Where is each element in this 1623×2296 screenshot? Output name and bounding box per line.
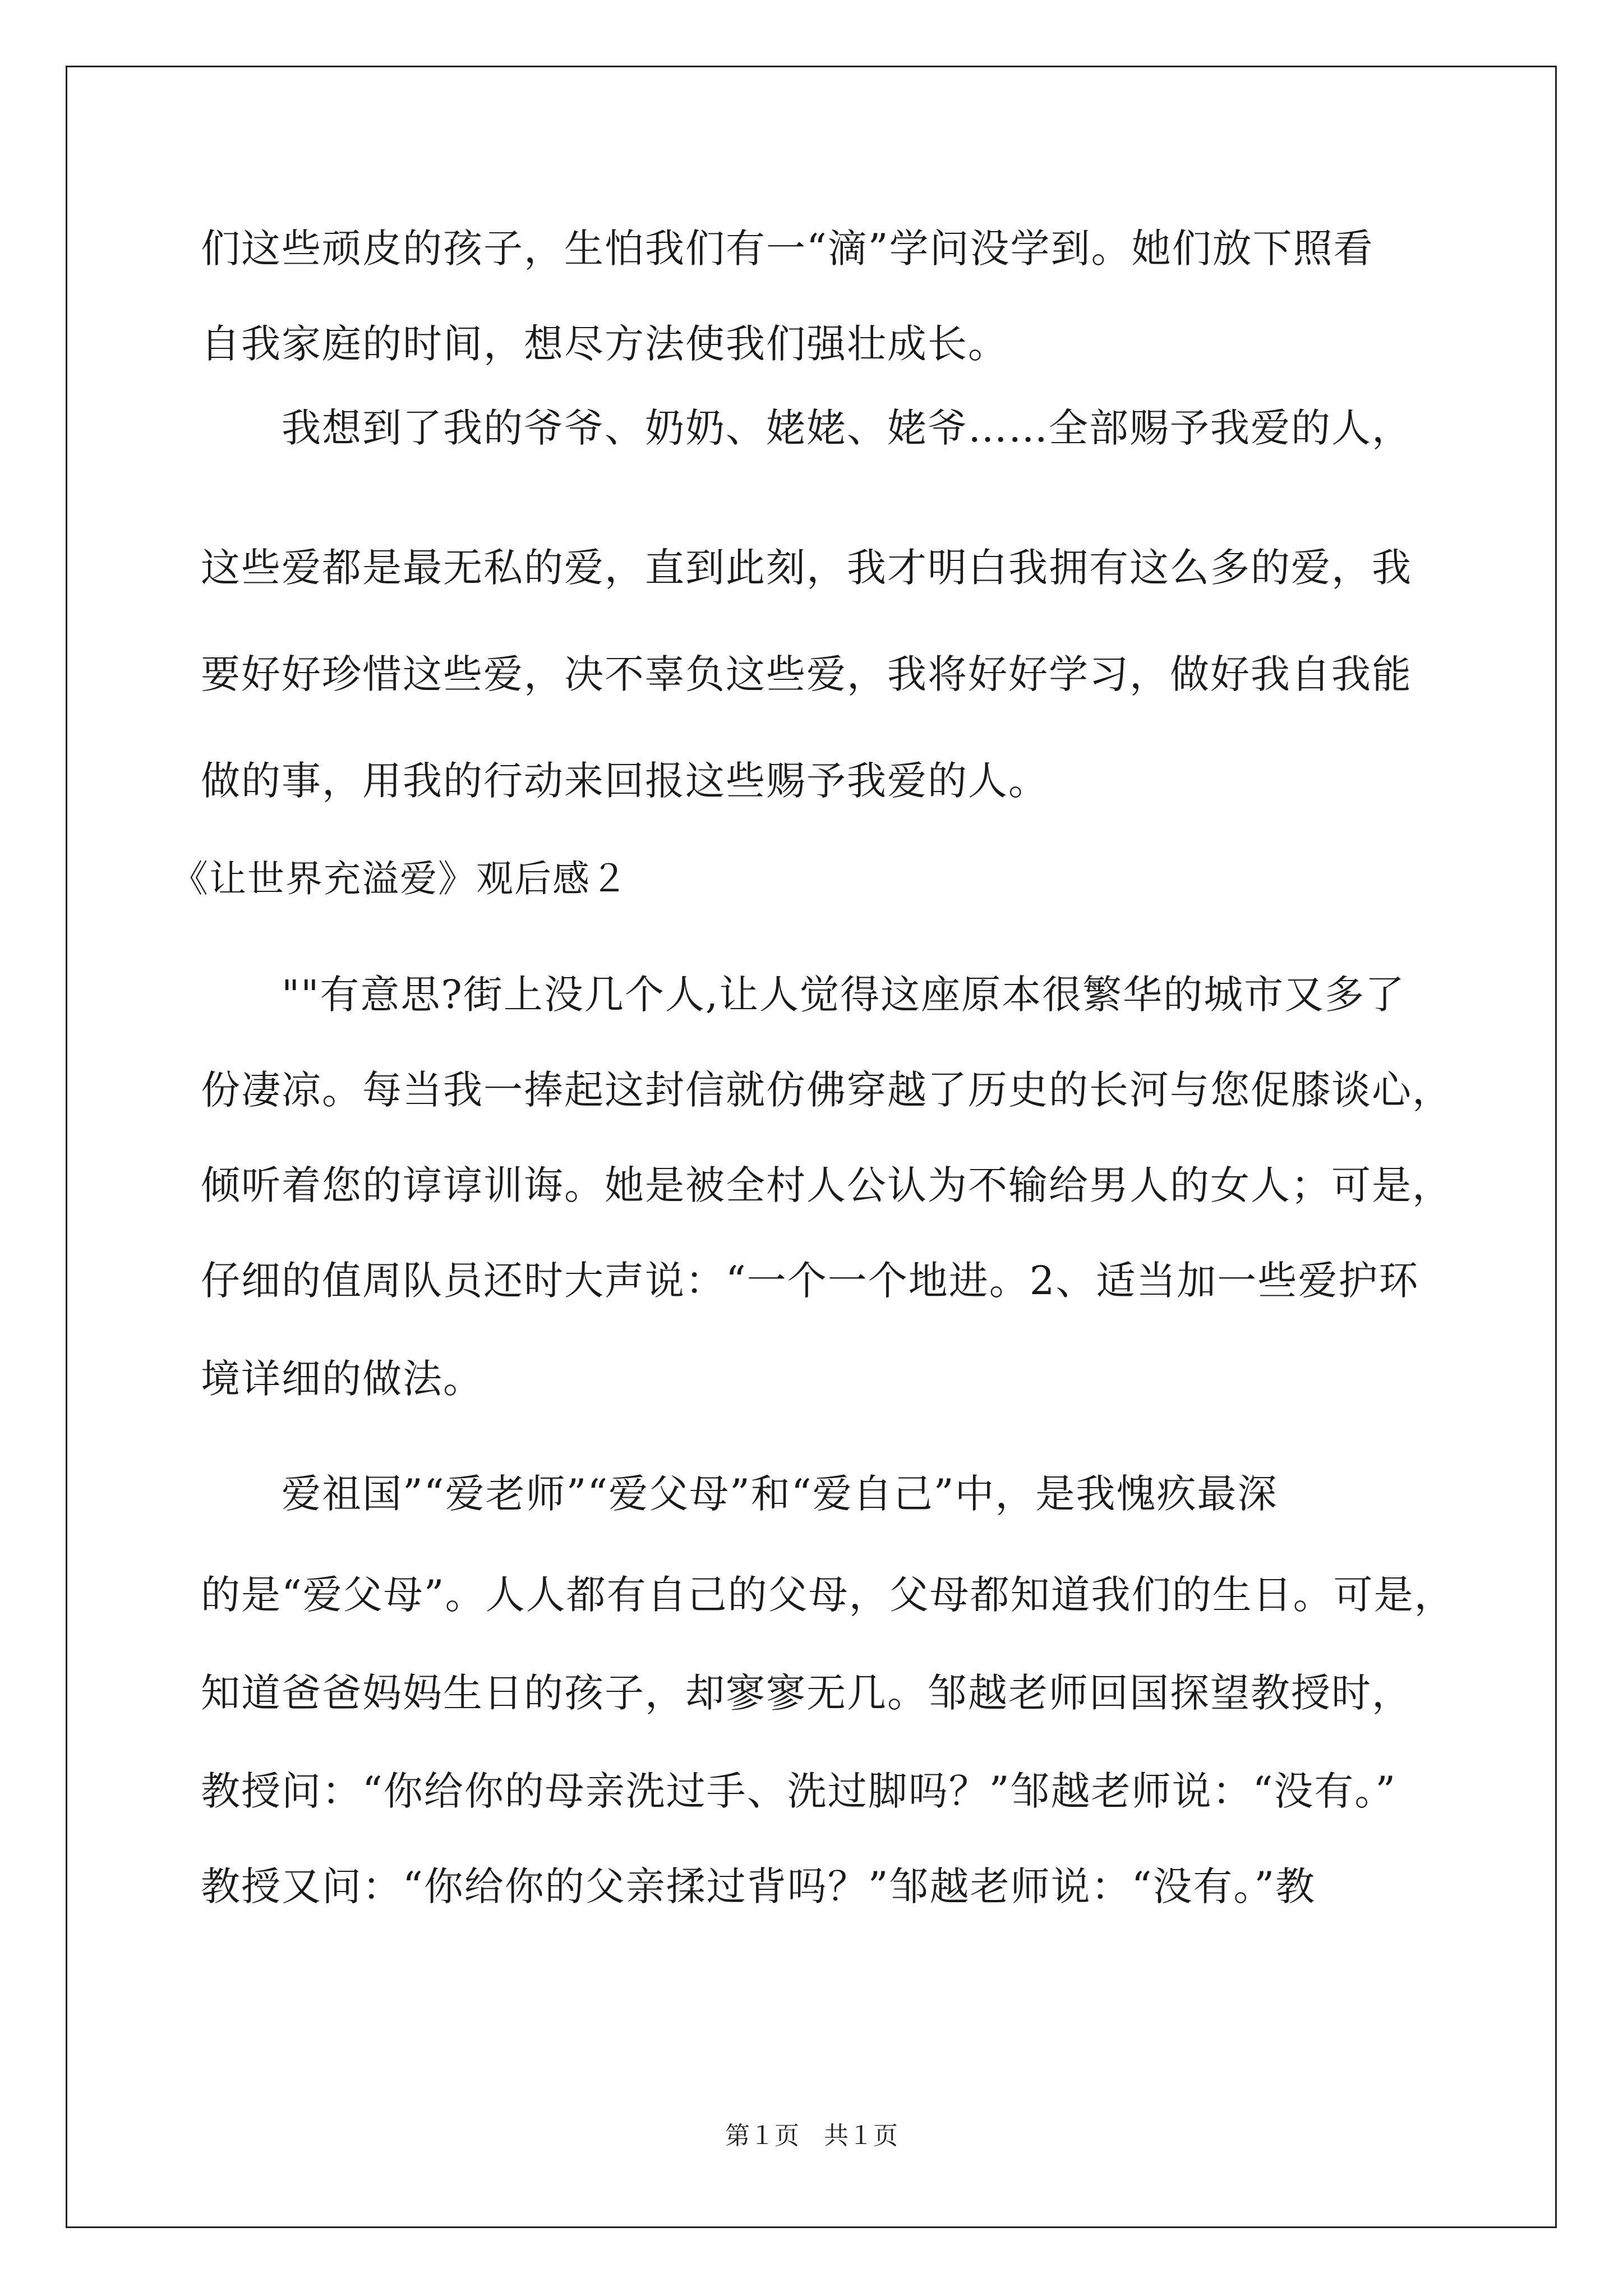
text-line: 倾听着您的谆谆训诲。她是被全村人公认为不输给男人的女人；可是， <box>201 1162 1453 1208</box>
text-line: 知道爸爸妈妈生日的孩子，却寥寥无几。邹越老师回国探望教授时， <box>201 1670 1412 1716</box>
text-line: 份凄凉。每当我一捧起这封信就仿佛穿越了历史的长河与您促膝谈心， <box>201 1067 1453 1113</box>
text-line: 们这些顽皮的孩子，生怕我们有一“滴”学问没学到。她们放下照看 <box>201 226 1374 272</box>
page-number-footer: 第１页 共１页 <box>725 2122 898 2150</box>
text-line: 要好好珍惜这些爱，决不辜负这些爱，我将好好学习，做好我自我能 <box>201 651 1412 697</box>
text-line: 仔细的值周队员还时大声说：“一个一个地进。2、适当加一些爱护环 <box>201 1258 1419 1304</box>
paragraph-first-line: ""有意思?街上没几个人,让人觉得这座原本很繁华的城市又多了 <box>282 972 1406 1018</box>
text-line: 教授问：“你给你的母亲洗过手、洗过脚吗？”邹越老师说：“没有。” <box>201 1768 1397 1814</box>
text-line: 境详细的做法。 <box>201 1356 483 1402</box>
paragraph-first-line: 我想到了我的爷爷、奶奶、姥姥、姥爷……全部赐予我爱的人， <box>282 405 1412 451</box>
text-line: 做的事，用我的行动来回报这些赐予我爱的人。 <box>201 758 1049 804</box>
paragraph-first-line: 爱祖国”“爱老师”“爱父母”和“爱自己”中，是我愧疚最深 <box>282 1471 1278 1517</box>
section-heading: 《让世界充溢爱》观后感２ <box>171 857 629 900</box>
text-line: 这些爱都是最无私的爱，直到此刻，我才明白我拥有这么多的爱，我 <box>201 545 1412 591</box>
text-line: 教授又问：“你给你的父亲揉过背吗？”邹越老师说：“没有。”教 <box>201 1864 1316 1910</box>
text-line: 自我家庭的时间，想尽方法使我们强壮成长。 <box>201 321 1008 367</box>
text-line: 的是“爱父母”。人人都有自己的父母，父母都知道我们的生日。可是， <box>201 1572 1455 1618</box>
